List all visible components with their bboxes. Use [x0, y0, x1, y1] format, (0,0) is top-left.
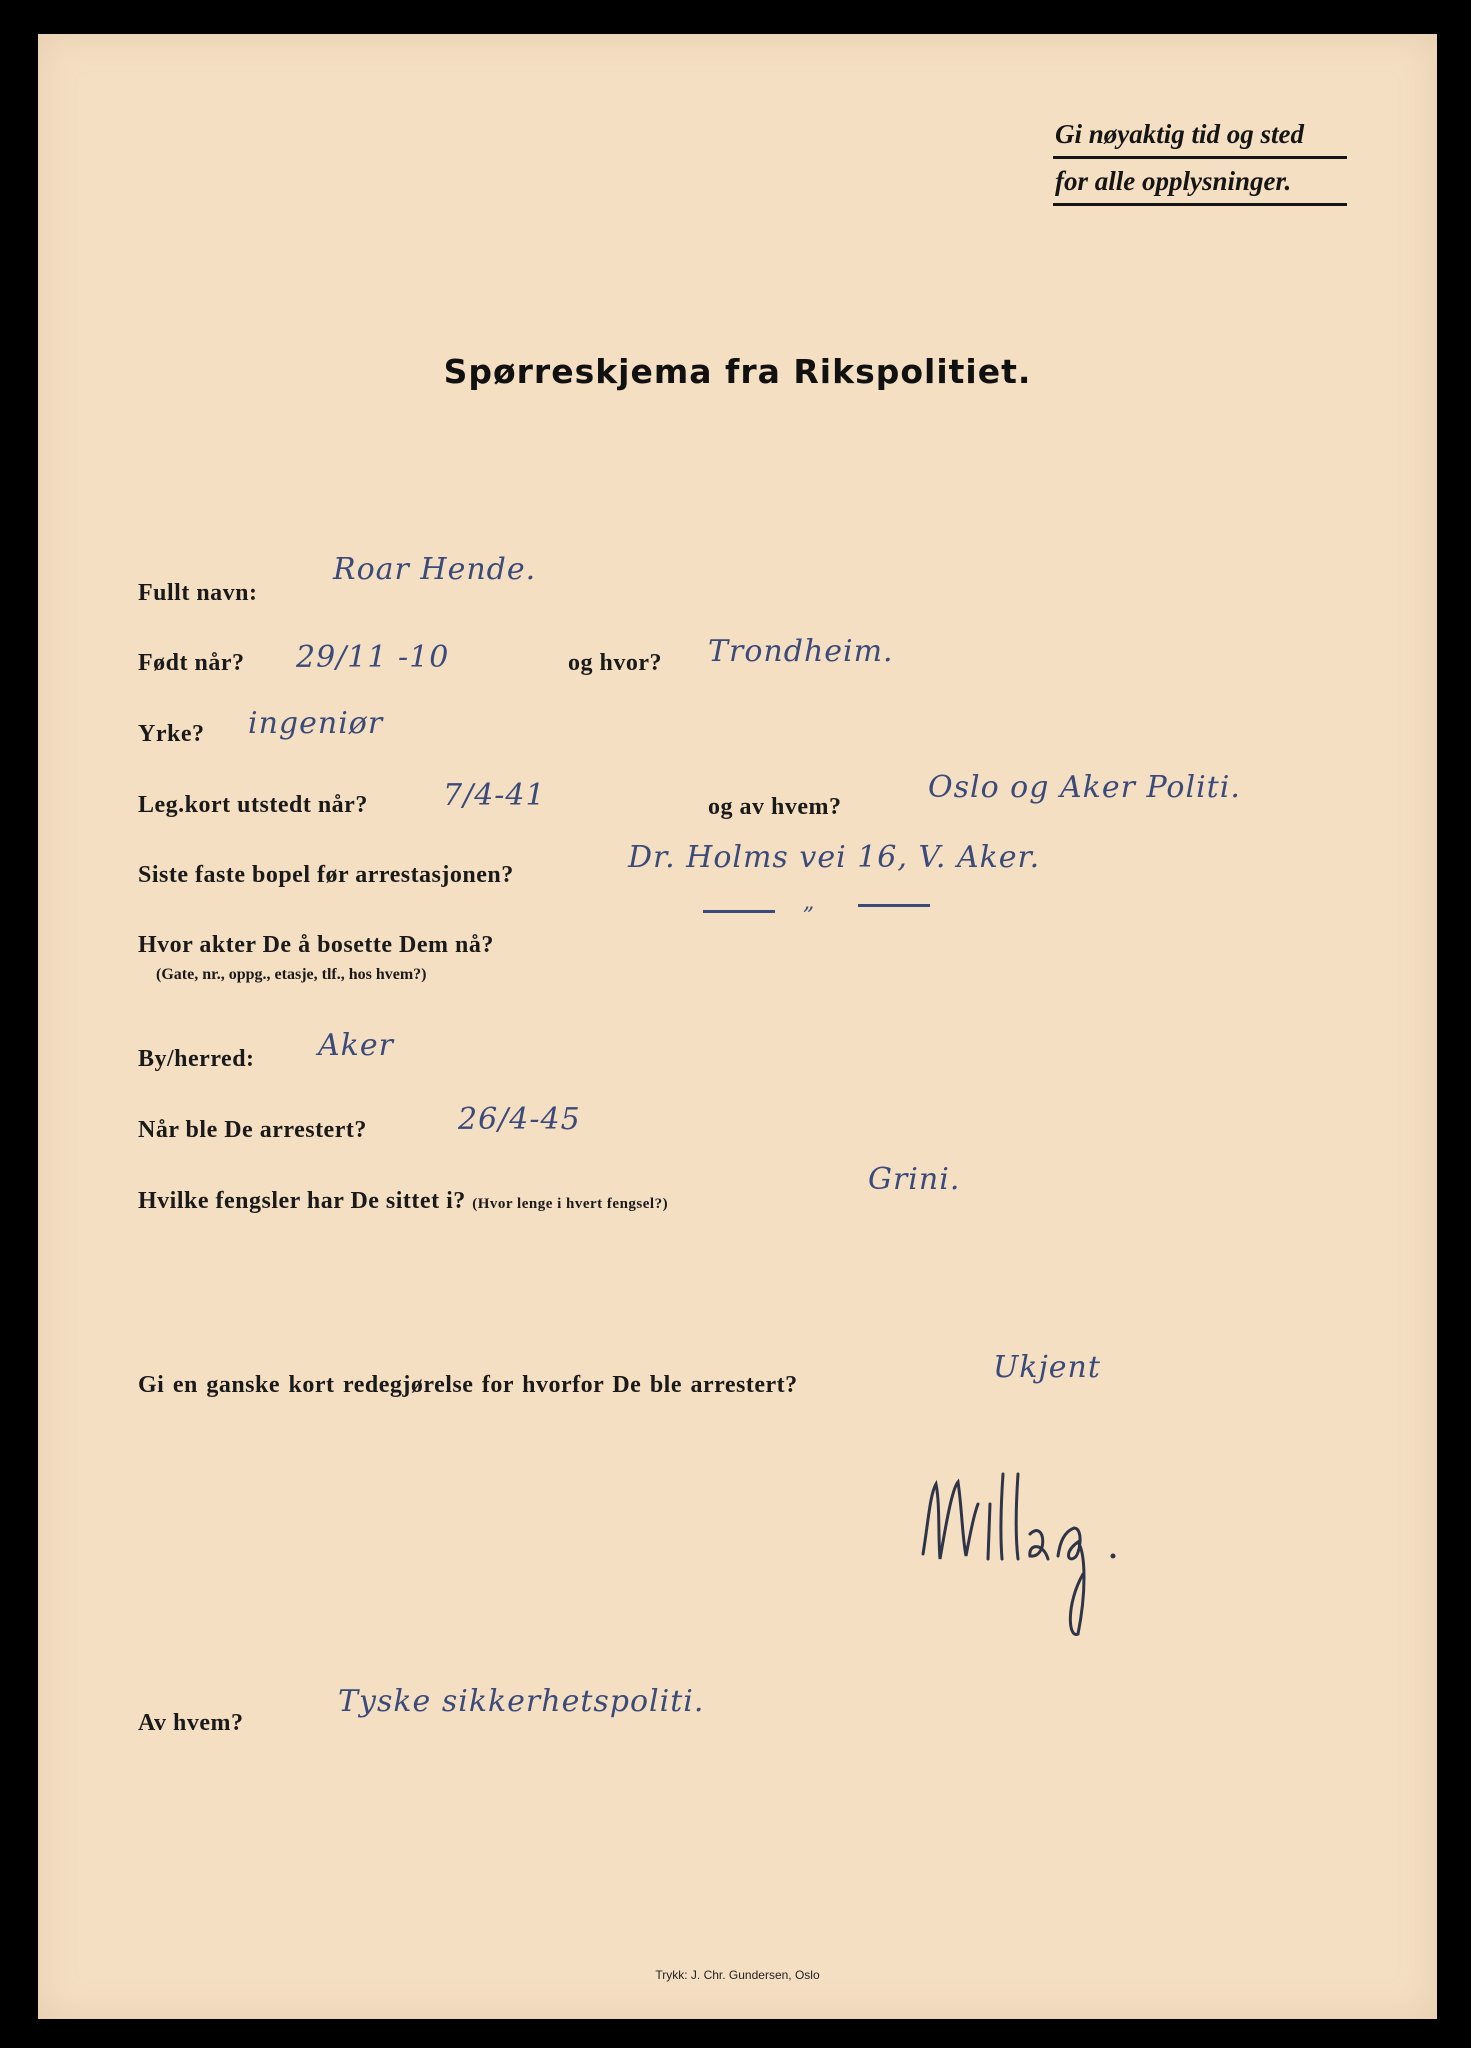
arrested-when-value: 26/4-45: [458, 1102, 581, 1137]
arrested-when-label: Når ble De arrestert?: [138, 1117, 367, 1143]
form-title: Spørreskjema fra Rikspolitiet.: [443, 352, 1032, 391]
by-whom-label: Av hvem?: [138, 1710, 244, 1736]
header-note: [1053, 112, 1347, 206]
reason-label: Gi en ganske kort redegjørelse for hvorfor De ble arrestert?: [138, 1372, 798, 1398]
id-issued-when-label: Leg.kort utstedt når?: [138, 792, 368, 818]
prisons-label: [138, 1188, 668, 1215]
full-name-value: Roar Hende.: [333, 552, 537, 587]
occupation-value: ingeniør: [248, 706, 384, 741]
form-sheet: [38, 34, 1437, 2019]
last-address-label: Siste faste bopel før arrestasjonen?: [138, 862, 514, 888]
id-issued-by-value: Oslo og Aker Politi.: [928, 770, 1241, 805]
born-when-label: Født når?: [138, 650, 245, 676]
reason-value: Ukjent: [993, 1350, 1101, 1385]
settle-value: „: [803, 890, 816, 915]
settle-sublabel: (Gate, nr., oppg., etasje, tlf., hos hvem?): [156, 966, 427, 983]
last-address-value: Dr. Holms vei 16, V. Aker.: [628, 840, 1041, 875]
header-note-line1: Gi nøyaktig tid og sted: [1053, 112, 1347, 159]
full-name-label: Fullt navn:: [138, 580, 258, 606]
by-whom-value: Tyske sikkerhetspoliti.: [338, 1684, 705, 1719]
occupation-label: Yrke?: [138, 721, 205, 747]
printer-imprint: Trykk: J. Chr. Gundersen, Oslo: [655, 1968, 820, 1982]
header-note-line2: for alle opplysninger.: [1053, 159, 1347, 206]
born-where-label: og hvor?: [568, 650, 662, 676]
municipality-label: By/herred:: [138, 1046, 255, 1072]
id-issued-by-label: og av hvem?: [708, 794, 842, 820]
prisons-label-text: Hvilke fengsler har De sittet i?: [138, 1188, 466, 1214]
prisons-value: Grini.: [868, 1162, 961, 1197]
id-issued-when-value: 7/4-41: [443, 778, 546, 813]
born-where-value: Trondheim.: [708, 634, 894, 669]
settle-dash-right: [858, 904, 930, 907]
settle-label: Hvor akter De å bosette Dem nå?: [138, 932, 494, 958]
born-when-value: 29/11 -10: [296, 640, 450, 675]
prisons-sublabel: (Hvor lenge i hvert fengsel?): [472, 1196, 669, 1212]
signature-mark: [918, 1464, 1158, 1644]
settle-dash-left: [703, 910, 775, 913]
municipality-value: Aker: [318, 1028, 394, 1063]
